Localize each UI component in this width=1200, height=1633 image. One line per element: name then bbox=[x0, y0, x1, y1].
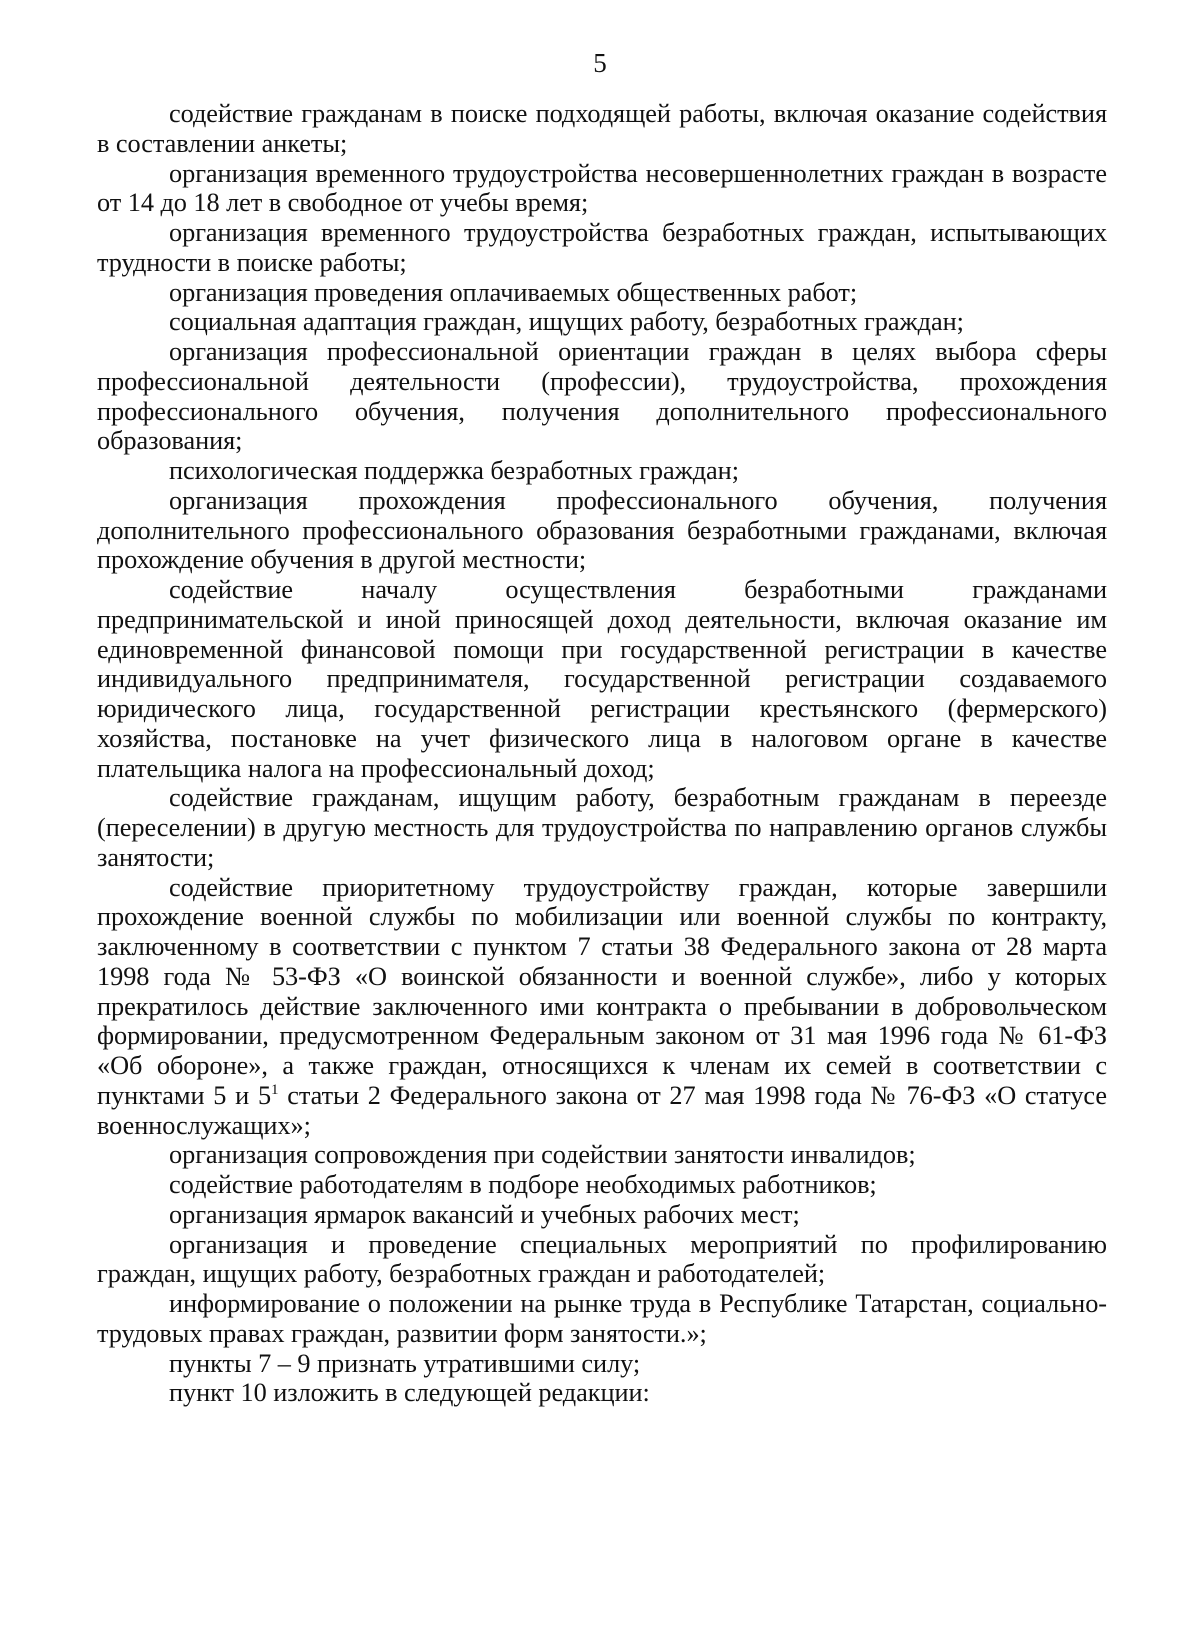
paragraph-job-fairs: организация ярмарок вакансий и учебных рабочих мест; bbox=[169, 1199, 800, 1229]
paragraph-profiling-events: организация и проведение специальных мероприятий по профилированию граждан, ищущих работу, безработных граждан и работодателей; bbox=[97, 1229, 1107, 1289]
page-number: 5 bbox=[593, 48, 607, 78]
paragraph-item-10-new-wording: пункт 10 изложить в следующей редакции: bbox=[169, 1378, 650, 1408]
paragraph-social-adaptation: социальная адаптация граждан, ищущих работу, безработных граждан; bbox=[169, 307, 964, 337]
paragraph-employer-recruitment: содействие работодателям в подборе необходимых работников; bbox=[169, 1170, 877, 1199]
paragraph-paid-public-works: организация проведения оплачиваемых общественных работ; bbox=[169, 277, 858, 307]
paragraph-temporary-employment-unemployed: организация временного трудоустройства безработных граждан, испытывающих трудности в поиске работы; bbox=[97, 218, 1107, 277]
paragraph-disabled-employment-support: организация сопровождения при содействии занятости инвалидов; bbox=[169, 1140, 916, 1170]
paragraph-relocation-assistance: содействие гражданам, ищущим работу, безработным гражданам в переезде (переселении) в другую местность для трудоустройства по направлению органов службы занятости; bbox=[97, 783, 1107, 872]
paragraph-labor-market-information: информирование о положении на рынке труда в Республике Татарстан, социально-трудовых правах граждан, развитии форм занятости.»; bbox=[97, 1289, 1107, 1348]
paragraph-priority-employment-servicemen bbox=[97, 873, 1107, 1141]
paragraph-job-search-assistance: содействие гражданам в поиске подходящей работы, включая оказание содействия в составлении анкеты; bbox=[97, 99, 1107, 158]
paragraph-career-guidance: организация профессиональной ориентации граждан в целях выбора сферы профессиональной деятельности (профессии), трудоустройства, прохождения профессионального обучения, получения дополнительного профессионального образования; bbox=[97, 337, 1107, 456]
superscript-marker: 1 bbox=[271, 1081, 279, 1098]
paragraph-vocational-training: организация прохождения профессионального обучения, получения дополнительного профессионального образования безработными гражданами, включая прохождение обучения в другой местности; bbox=[97, 485, 1107, 575]
paragraph-entrepreneurship-support: содействие началу осуществления безработными гражданами предпринимательской и иной приносящей доход деятельности, включая оказание им единовременной финансовой помощи при государственной регистрации в качестве индивидуального предпринимателя, государственной регистрации создаваемого юридического лица, государственной регистрации крестьянского (фермерского) хозяйства, постановке на учет физического лица в налоговом органе в качестве плательщика налога на профессиональный доход; bbox=[97, 575, 1107, 783]
document-body bbox=[97, 99, 1107, 1408]
paragraph-priority-employment-text-before: содействие приоритетному трудоустройству граждан, которые завершили прохождение военной службы по мобилизации или военной службы по контракту, заключенному в соответствии с пунктом 7 статьи 38 Федерального закона от 28 марта 1998 года № 53-ФЗ «О воинской обязанности и военной службе», либо у которых прекратилось действие заключенного ими контракта о пребывании в добровольческом формировании, предусмотренном Федеральным законом от 31 мая 1996 года № 61-ФЗ «Об обороне», а также граждан, относящихся к членам их семей в соответствии с пунктами 5 и 5 bbox=[97, 872, 1107, 1110]
paragraph-psychological-support: психологическая поддержка безработных граждан; bbox=[169, 456, 739, 485]
paragraph-priority-employment-text-after: статьи 2 Федерального закона от 27 мая 1998 года № 76-ФЗ «О статусе военнослужащих»; bbox=[97, 1080, 1107, 1140]
paragraph-temporary-employment-minors: организация временного трудоустройства несовершеннолетних граждан в возрасте от 14 до 18 лет в свободное от учебы время; bbox=[97, 158, 1107, 218]
paragraph-repeal-items: пункты 7 – 9 признать утратившими силу; bbox=[169, 1348, 641, 1378]
